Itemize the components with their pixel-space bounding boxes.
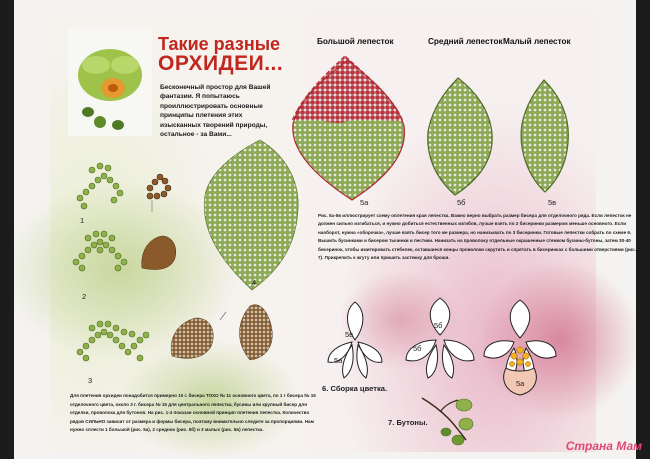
step-number-1: 1 xyxy=(80,216,85,225)
watermark-text: Страна Мам xyxy=(565,439,642,453)
assembly-label-c: 5в xyxy=(345,330,354,339)
label-petal-c: 5в xyxy=(548,198,557,207)
petal-description: Рис. 5а-5в иллюстрирует схему оплетения края лепестка. Важно верно выбрать размер бисера для отделочного ряда. Если лепесток не должен сильно изгибаться, и нужно добиться естественных изгибов, лучше взять по 2 бисеринки размером меньше основного. Если наоборот, нужна «оборочка», лучше взять бисер того же размера, но нанизывать по 3 бисеринки. Готовые лепестки собрать по схеме 6. Вышить бусинками и бисером тычинки и пестики. Нанизать на проволоку отдельные окрашенные стежком бусины-бутоны, затем 30-40 бисеринок, чтобы имитировать стебелек, оставшиеся концы проволоки скрутить и спрятать в бисеринках с большими отверстиями (рис. 7). Прикрепить к жгуту или пришить застежку для броши. xyxy=(318,213,636,261)
heading-medium-petal: Средний лепесток xyxy=(428,37,503,46)
assembly-label-a2: 5а xyxy=(516,379,525,388)
label-petal-b: 5б xyxy=(457,198,466,207)
caption-buds: 7. Бутоны. xyxy=(388,418,428,427)
left-frame xyxy=(0,0,14,459)
assembly-label-b2: 5б xyxy=(413,344,422,353)
title-line-1: Такие разные xyxy=(158,34,281,54)
label-petal-a: 5а xyxy=(360,198,369,207)
intro-text: Бесконечный простор для Вашей фантазии. Я попытаюсь проиллюстрировать основные принципы плетения этих изысканных творений природы, остальное - за Вами... xyxy=(160,84,271,139)
assembly-label-b1: 5б xyxy=(434,321,443,330)
materials-text: Для плетения орхидеи понадобится примерно 10 г. бисера ТОХО № 11 основного цвета, по 1 г бисера № 15 отделочного цвета, около 3 г. бисера № 15 для центрального лепестка, бусины или крупный бисер для отделки, проволока для бутонов. На рис. 1-4 показан основной принцип плетения лепестка. Количество рядов СИЛЬНО зависит от размера и формы бисера, поэтому внимательно следите за пропорциями. Нам нужно сплести 1 большой (рис. 5а), 2 средних (рис. 5б) и 3 малых (рис. 5в) лепестка. xyxy=(70,393,316,433)
assembly-label-a: 5а xyxy=(334,356,343,365)
title-line-2: ОРХИДЕИ... xyxy=(158,52,284,75)
heading-large-petal: Большой лепесток xyxy=(317,37,394,46)
step-number-2: 2 xyxy=(82,292,87,301)
right-frame xyxy=(636,0,650,459)
step-number-3: 3 xyxy=(88,376,93,385)
page-title xyxy=(158,34,283,74)
caption-assembly: 6. Сборка цветка. xyxy=(322,384,388,393)
heading-small-petal: Малый лепесток xyxy=(503,37,571,46)
step-number-4: 4 xyxy=(252,278,257,287)
